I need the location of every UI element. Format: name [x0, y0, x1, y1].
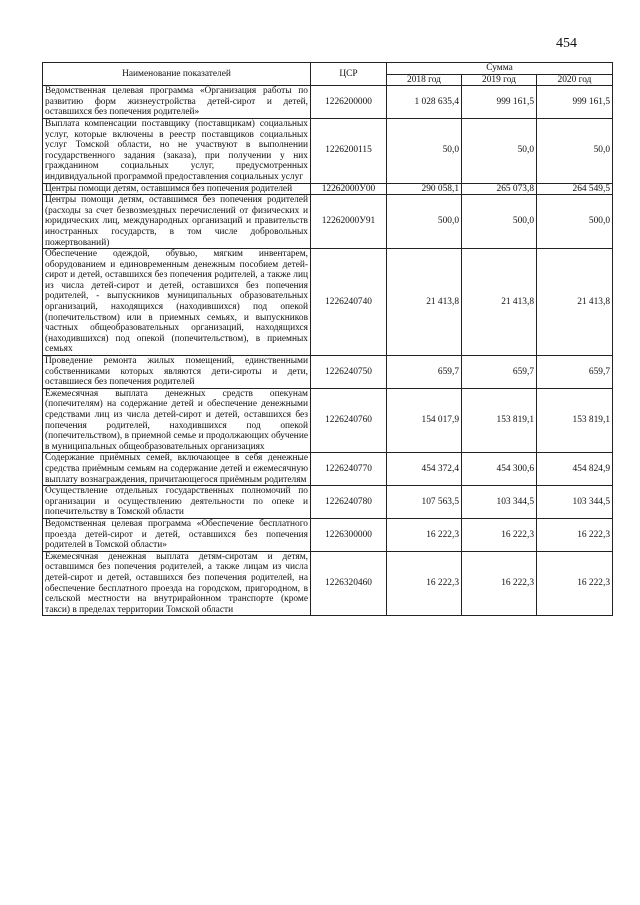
header-name: Наименование показателей: [43, 63, 311, 86]
page-number: 454: [556, 36, 577, 51]
row-value-2019: 454 300,6: [462, 453, 537, 486]
row-value-2018: 290 058,1: [387, 183, 462, 195]
row-value-2018: 50,0: [387, 118, 462, 183]
row-code: 1226200115: [311, 118, 387, 183]
row-value-2019: 16 222,3: [462, 551, 537, 616]
row-value-2019: 103 344,5: [462, 486, 537, 519]
row-name: Осуществление отдельных государственных полномочий по организации и осуществлению деятельности по опеке и попечительству в Томской области: [43, 486, 311, 519]
row-code: 1226240770: [311, 453, 387, 486]
row-value-2019: 500,0: [462, 195, 537, 249]
row-code: 1226240760: [311, 388, 387, 453]
table-row: [43, 453, 613, 486]
row-value-2020: 264 549,5: [537, 183, 613, 195]
row-code: 1226320460: [311, 551, 387, 616]
row-value-2019: 265 073,8: [462, 183, 537, 195]
row-value-2018: 154 017,9: [387, 388, 462, 453]
table-row: [43, 518, 613, 551]
row-code: 1226240750: [311, 356, 387, 389]
row-value-2019: 21 413,8: [462, 249, 537, 356]
row-value-2020: 21 413,8: [537, 249, 613, 356]
table-row: [43, 388, 613, 453]
row-value-2020: 999 161,5: [537, 86, 613, 119]
table-row: [43, 195, 613, 249]
row-value-2020: 153 819,1: [537, 388, 613, 453]
row-value-2019: 153 819,1: [462, 388, 537, 453]
row-value-2018: 16 222,3: [387, 551, 462, 616]
header-year-2020: 2020 год: [537, 74, 613, 86]
row-value-2019: 999 161,5: [462, 86, 537, 119]
table-row: [43, 183, 613, 195]
header-sum: Сумма: [387, 63, 613, 75]
row-value-2018: 16 222,3: [387, 518, 462, 551]
row-value-2020: 659,7: [537, 356, 613, 389]
row-value-2020: 16 222,3: [537, 518, 613, 551]
header-code: ЦСР: [311, 63, 387, 86]
table-row: [43, 86, 613, 119]
table-row: [43, 551, 613, 616]
row-value-2018: 21 413,8: [387, 249, 462, 356]
row-value-2018: 659,7: [387, 356, 462, 389]
row-name: Ежемесячная денежная выплата детям-сиротам и детям, оставшимся без попечения родителей, а также лицам из числа детей-сирот и детей, оставшихся без попечения родителей, на обеспечение бесплатного проезда на городском, пригородном, в сельской местности на внутрирайонном транспорте (кроме такси) в пределах территории Томской области: [43, 551, 311, 616]
row-name: Выплата компенсации поставщику (поставщикам) социальных услуг, которые включены в реестр поставщиков социальных услуг Томской области, но не участвуют в выполнении государственного задания (заказа), при получении у них гражданином социальных услуг, предусмотренных индивидуальной программой предоставления социальных услуг: [43, 118, 311, 183]
row-code: 12262000У91: [311, 195, 387, 249]
row-name: Содержание приёмных семей, включающее в себя денежные средства приёмным семьям на содержание детей и ежемесячную выплату вознаграждения, причитающегося приёмным родителям: [43, 453, 311, 486]
row-name: Центры помощи детям, оставшимся без попечения родителей: [43, 183, 311, 195]
row-name: Ежемесячная выплата денежных средств опекунам (попечителям) на содержание детей и обеспечение денежными средствами лиц из числа детей-сирот и детей, оставшихся без попечения родителей, находившихся под опекой (попечительством), в приемной семье и продолжающих обучение в муниципальных общеобразовательных организациях: [43, 388, 311, 453]
row-value-2018: 454 372,4: [387, 453, 462, 486]
row-value-2019: 50,0: [462, 118, 537, 183]
header-year-2018: 2018 год: [387, 74, 462, 86]
row-value-2019: 16 222,3: [462, 518, 537, 551]
table-row: [43, 486, 613, 519]
table-row: [43, 118, 613, 183]
row-code: 1226240740: [311, 249, 387, 356]
row-name: Обеспечение одеждой, обувью, мягким инвентарем, оборудованием и единовременным денежным пособием детей-сирот и детей, оставшихся без попечения родителей, а также лиц из числа детей-сирот и детей, оставшихся без попечения родителей, - выпускников муниципальных образовательных организаций, находящихся (находившихся) под опекой (попечительством) или в приемных семьях, и выпускников частных общеобразовательных организаций, находящихся (находившихся) под опекой (попечительством), в приемных семьях: [43, 249, 311, 356]
row-value-2020: 16 222,3: [537, 551, 613, 616]
row-name: Проведение ремонта жилых помещений, единственными собственниками которых являются дети-сироты и дети, оставшиеся без попечения родителей: [43, 356, 311, 389]
row-value-2018: 107 563,5: [387, 486, 462, 519]
row-value-2020: 454 824,9: [537, 453, 613, 486]
row-code: 1226240780: [311, 486, 387, 519]
row-value-2020: 103 344,5: [537, 486, 613, 519]
row-value-2018: 500,0: [387, 195, 462, 249]
row-code: 1226300000: [311, 518, 387, 551]
row-code: 12262000У00: [311, 183, 387, 195]
row-name: Ведомственная целевая программа «Обеспечение бесплатного проезда детей-сирот и детей, оставшихся без попечения родителей в Томской области»: [43, 518, 311, 551]
header-row: [43, 63, 613, 75]
row-name: Ведомственная целевая программа «Организация работы по развитию форм жизнеустройства детей-сирот и детей, оставшихся без попечения родителей»: [43, 86, 311, 119]
table-row: [43, 249, 613, 356]
budget-table: [42, 62, 613, 616]
row-value-2018: 1 028 635,4: [387, 86, 462, 119]
row-value-2019: 659,7: [462, 356, 537, 389]
row-name: Центры помощи детям, оставшимся без попечения родителей (расходы за счет безвозмездных перечислений от физических и юридических лиц, международных организаций и правительств иностранных государств, в том числе добровольных пожертвований): [43, 195, 311, 249]
row-value-2020: 500,0: [537, 195, 613, 249]
header-year-2019: 2019 год: [462, 74, 537, 86]
row-code: 1226200000: [311, 86, 387, 119]
table-row: [43, 356, 613, 389]
row-value-2020: 50,0: [537, 118, 613, 183]
